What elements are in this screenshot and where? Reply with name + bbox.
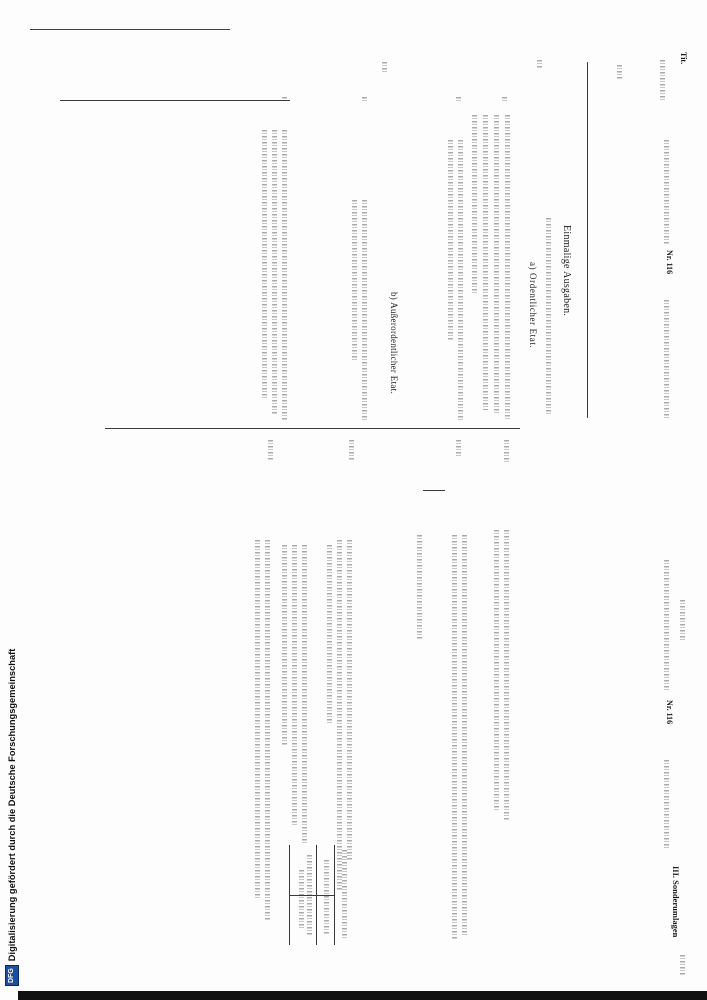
illegible-text-line <box>502 97 507 103</box>
illegible-text-line <box>664 300 669 420</box>
funding-note: Digitalisierung gefördert durch die Deutsche Forschungsgemeinschaft <box>7 648 17 962</box>
illegible-text-line <box>299 870 304 930</box>
illegible-text-line <box>456 97 461 103</box>
illegible-text-line <box>664 760 669 850</box>
illegible-text-line <box>262 130 267 400</box>
illegible-text-line <box>337 540 342 890</box>
illegible-text-line <box>417 535 422 640</box>
illegible-text-line <box>660 60 665 100</box>
illegible-text-line <box>664 560 669 690</box>
illegible-text-line <box>272 130 277 415</box>
illegible-text-line <box>268 440 273 460</box>
illegible-text-line <box>505 115 510 420</box>
illegible-text-line <box>452 535 457 940</box>
illegible-text-line <box>327 545 332 725</box>
table-rule <box>105 428 520 429</box>
illegible-text-line <box>352 200 357 360</box>
illegible-text-line <box>448 140 453 340</box>
illegible-text-line <box>504 440 509 462</box>
illegible-text-line <box>362 97 367 103</box>
illegible-text-line <box>362 200 367 420</box>
illegible-text-line <box>349 440 354 460</box>
illegible-text-line <box>382 62 387 72</box>
table-rule <box>290 895 335 896</box>
section-number-right: Nr. 116 <box>665 700 674 725</box>
illegible-text-line <box>664 140 669 245</box>
illegible-text-line <box>324 860 329 935</box>
table-rule <box>587 62 588 418</box>
illegible-text-line <box>537 60 542 68</box>
title-column-header: Tit. <box>679 52 688 65</box>
ordinary-budget-heading: a) Ordentlicher Etat. <box>528 262 538 349</box>
scan-border <box>18 991 707 1000</box>
illegible-text-line <box>302 545 307 845</box>
illegible-text-line <box>282 545 287 745</box>
illegible-text-line <box>680 955 685 975</box>
table-rule <box>60 100 290 101</box>
illegible-text-line <box>282 130 287 420</box>
dfg-logo: DFG <box>5 965 19 986</box>
illegible-text-line <box>462 535 467 935</box>
extraordinary-budget-heading: b) Außerordentlicher Etat. <box>389 292 399 395</box>
illegible-text-line <box>504 530 509 820</box>
illegible-text-line <box>458 140 463 420</box>
illegible-text-line <box>456 440 461 456</box>
illegible-text-line <box>617 65 622 80</box>
illegible-text-line <box>680 600 685 640</box>
illegible-text-line <box>265 540 270 920</box>
illegible-text-line <box>342 850 347 940</box>
illegible-text-line <box>292 545 297 825</box>
funding-footer <box>3 586 21 986</box>
table-rule <box>423 490 445 491</box>
illegible-text-line <box>255 540 260 900</box>
illegible-text-line <box>347 540 352 860</box>
illegible-text-line <box>483 115 488 410</box>
illegible-text-line <box>494 115 499 415</box>
main-heading: Einmalige Ausgaben. <box>561 225 572 317</box>
illegible-text-line <box>472 115 477 295</box>
right-page-heading: III. Sonderumlagen <box>671 866 681 938</box>
illegible-text-line <box>494 530 499 810</box>
section-number-left: Nr. 116 <box>665 250 674 275</box>
illegible-text-line <box>546 218 551 415</box>
